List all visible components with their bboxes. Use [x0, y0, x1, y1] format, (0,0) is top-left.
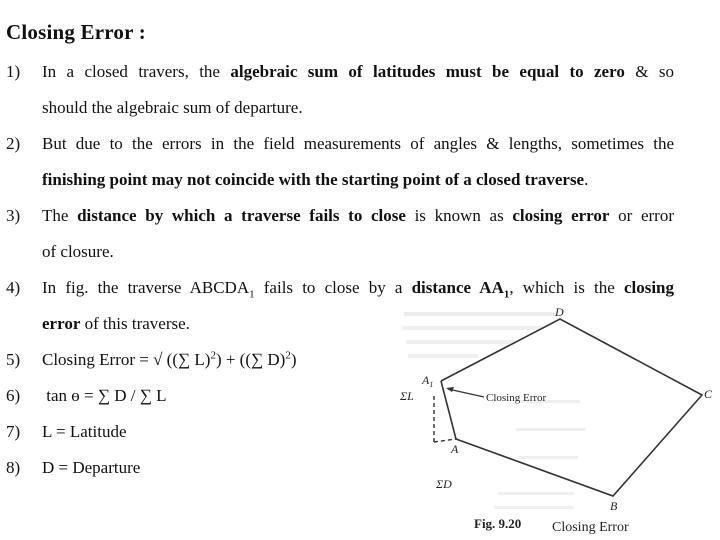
- label-sum-l: ΣL: [400, 389, 414, 403]
- item-text: of this traverse.: [80, 314, 190, 333]
- superscript: 2: [210, 349, 216, 362]
- list-item-2: [6, 126, 674, 162]
- item-number: 2): [6, 134, 21, 153]
- list-item-4: [6, 270, 674, 306]
- list-item-7: [6, 414, 127, 450]
- item-number: 4): [6, 278, 21, 297]
- label-d: D: [555, 305, 564, 319]
- item-number: 8): [6, 458, 21, 477]
- list-item-3-continuation: of closure.: [42, 242, 114, 261]
- label-c: C: [704, 387, 713, 401]
- item-text: .: [584, 170, 589, 189]
- superscript: 2: [285, 349, 291, 362]
- traverse-figure: [398, 302, 720, 540]
- scan-noise: [398, 302, 720, 540]
- list-item-2-continuation: [42, 162, 588, 198]
- item-bold-text: closing error: [512, 206, 610, 225]
- item-bold-text: algebraic sum of latitudes must be equal to zero: [230, 62, 625, 81]
- item-text: fails to close by a: [254, 278, 412, 297]
- page-title: Closing Error :: [6, 20, 146, 44]
- list-item-4-continuation: [42, 306, 190, 342]
- item-text: is known as: [405, 206, 513, 225]
- item-number: 6): [6, 386, 21, 405]
- item-bold-text: closing: [623, 278, 675, 297]
- closing-error-callout: Closing Error: [486, 392, 547, 404]
- item-text: In a closed travers, the: [42, 62, 231, 81]
- item-bold-text: distance by which a traverse fails to close: [77, 206, 406, 225]
- figure-caption-number: Fig. 9.20: [474, 516, 522, 531]
- item-bold-text: error: [42, 314, 81, 333]
- item-text: But due to the errors in the field measurements of angles & lengths, sometimes the: [42, 134, 674, 153]
- subscript: 1: [249, 288, 255, 301]
- list-item-8: [6, 450, 140, 486]
- item-number: 7): [6, 422, 21, 441]
- item-text: or error: [609, 206, 674, 225]
- subscript: 1: [503, 288, 510, 301]
- label-a1: $A_1$: [422, 373, 434, 389]
- label-a: A: [451, 442, 459, 456]
- item-text: In fig. the traverse ABCDA: [42, 278, 250, 297]
- item-bold-text: finishing point may not coincide with the starting point of a closed traverse: [42, 170, 585, 189]
- formula-text: Closing Error = √ ((∑ L): [42, 350, 211, 369]
- formula-text: ) + ((∑ D): [215, 350, 286, 369]
- list-item-5: [6, 342, 297, 378]
- item-text: The: [42, 206, 78, 225]
- label-b: B: [610, 499, 618, 513]
- list-item-1: [6, 54, 674, 90]
- traverse-diagram: [398, 302, 720, 540]
- formula-text: ): [290, 350, 297, 369]
- item-text: D = Departure: [42, 458, 141, 477]
- label-sum-d: ΣD: [436, 477, 452, 491]
- item-text: L = Latitude: [42, 422, 127, 441]
- list-item-1-continuation: should the algebraic sum of departure.: [42, 98, 303, 117]
- item-text: , which is the: [509, 278, 624, 297]
- item-number: 1): [6, 62, 21, 81]
- list-item-3: [6, 198, 674, 234]
- list-item-6: [6, 378, 166, 414]
- item-text: & so: [624, 62, 674, 81]
- item-bold-text: distance AA: [411, 278, 504, 297]
- item-number: 3): [6, 206, 21, 225]
- item-number: 5): [6, 350, 21, 369]
- formula-text: tan ɵ = ∑ D / ∑ L: [46, 386, 167, 405]
- figure-caption-text: Closing Error: [552, 520, 629, 535]
